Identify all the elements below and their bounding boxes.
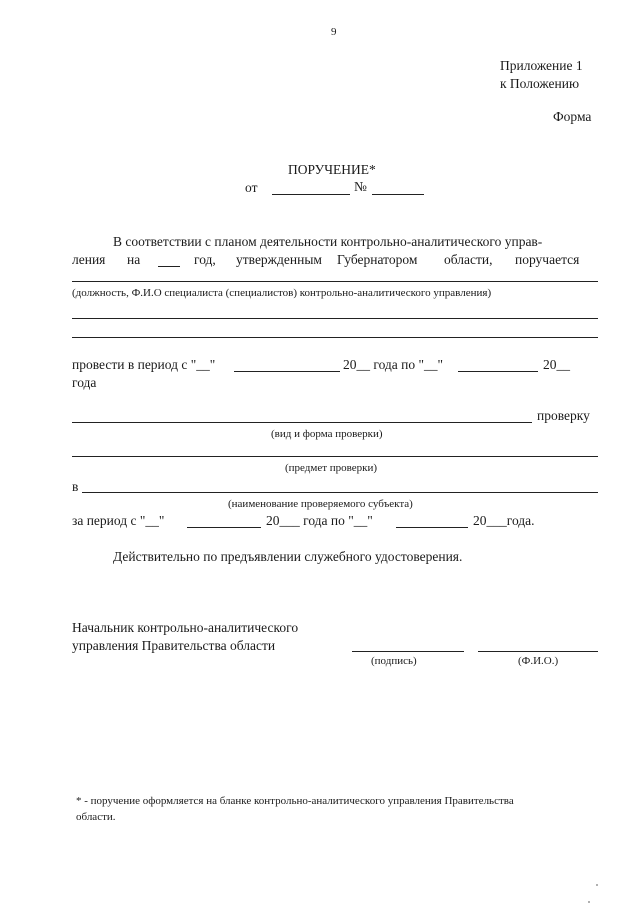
intro-word-gubernatorom: Губернатором xyxy=(337,252,418,267)
period-year1: 20__ года по "__" xyxy=(343,357,444,372)
date-blank-line xyxy=(272,194,350,195)
signer-position-line1: Начальник контрольно-аналитического xyxy=(72,620,299,635)
intro-line1: В соответствии с планом деятельности контрольно-аналитического управ- xyxy=(113,234,543,249)
signer-position-line2: управления Правительства области xyxy=(72,638,276,653)
page-number: 9 xyxy=(331,26,337,38)
scan-mark xyxy=(588,901,590,903)
hint-subject: (предмет проверки) xyxy=(285,462,378,474)
scan-mark xyxy=(596,884,598,886)
period-year2: 20__ xyxy=(543,357,570,372)
appendix-line2: к Положению xyxy=(500,76,580,91)
check-suffix: проверку xyxy=(537,408,590,423)
intro-word-utverzhdennym: утвержденным xyxy=(236,252,322,267)
specialist-line-3 xyxy=(72,337,598,338)
footnote-line2: области. xyxy=(76,811,116,823)
intro-word-oblasti: области, xyxy=(444,252,493,267)
year-blank-line xyxy=(158,266,180,267)
period-month2-line xyxy=(458,371,538,372)
hint-specialist: (должность, Ф.И.О специалиста (специалистов) контрольно-аналитического управления) xyxy=(72,287,492,299)
hint-name: (Ф.И.О.) xyxy=(518,655,559,667)
number-blank-line xyxy=(372,194,424,195)
validity-note: Действительно по предъявлении служебного удостоверения. xyxy=(113,549,463,564)
review-month2-line xyxy=(396,527,468,528)
footnote-line1: * - поручение оформляется на бланке контрольно-аналитического управления Правительства xyxy=(76,795,514,807)
intro-word-lenia: ления xyxy=(72,252,106,267)
name-line xyxy=(478,651,598,652)
subject-line xyxy=(72,456,598,457)
date-prefix: от xyxy=(245,180,258,195)
specialist-line-2 xyxy=(72,318,598,319)
intro-word-na: на xyxy=(127,252,141,267)
hint-check-type: (вид и форма проверки) xyxy=(271,428,383,440)
specialist-line xyxy=(72,281,598,282)
hint-entity: (наименование проверяемого субъекта) xyxy=(228,498,413,510)
signature-line xyxy=(352,651,464,652)
entity-line xyxy=(82,492,598,493)
intro-word-poruchaetsya: поручается xyxy=(515,252,580,267)
form-label: Форма xyxy=(553,109,592,124)
intro-word-god: год, xyxy=(194,252,216,267)
period-tail: года xyxy=(72,375,97,390)
in-prefix: в xyxy=(72,479,79,494)
appendix-line1: Приложение 1 xyxy=(500,58,583,73)
check-type-line xyxy=(72,422,532,423)
number-sign: № xyxy=(354,179,367,194)
document-title: ПОРУЧЕНИЕ* xyxy=(288,162,376,177)
hint-signature: (подпись) xyxy=(371,655,417,667)
period-month1-line xyxy=(234,371,340,372)
period-prefix: провести в период с "__" xyxy=(72,357,216,372)
review-month1-line xyxy=(187,527,261,528)
review-prefix: за период с "__" xyxy=(72,513,165,528)
review-year2: 20___года. xyxy=(473,513,535,528)
review-year1: 20___ года по "__" xyxy=(266,513,373,528)
